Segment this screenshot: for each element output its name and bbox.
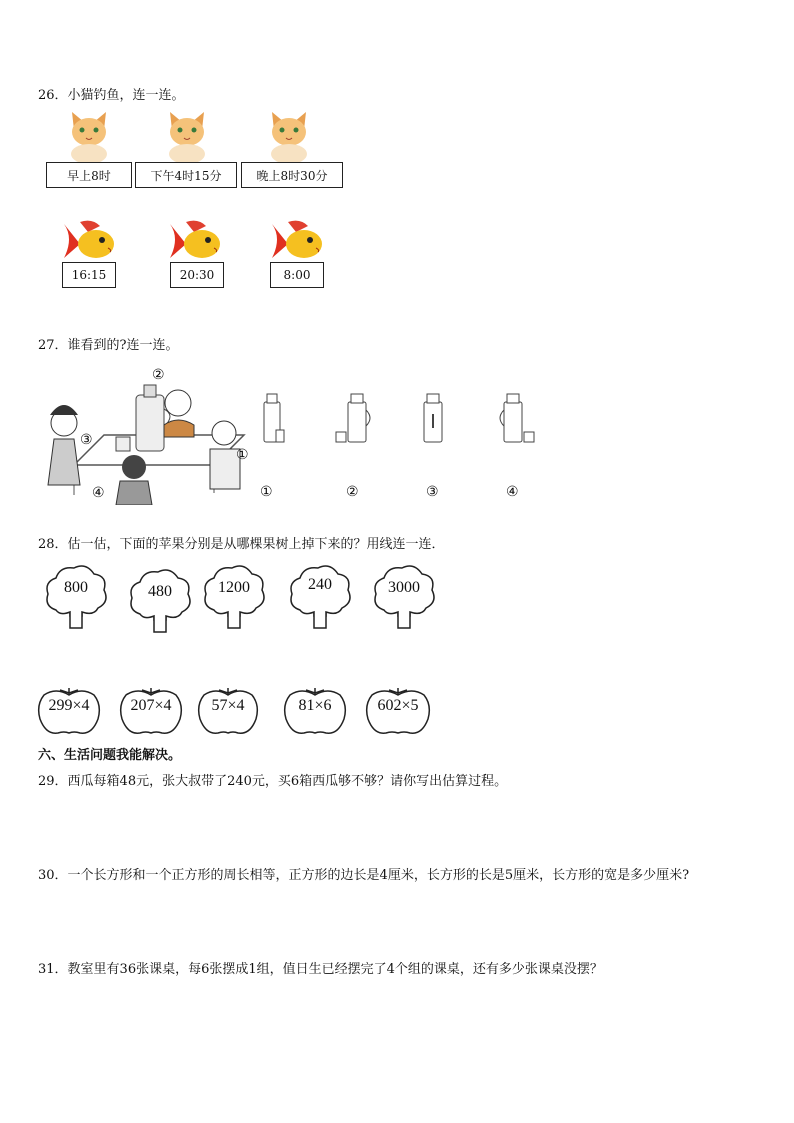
bottle-view-1-icon [256, 388, 286, 446]
tree-icon [200, 564, 268, 632]
bottle-view-3-icon [418, 388, 448, 446]
cat-icon [164, 108, 210, 162]
tree-item [200, 564, 268, 632]
tree-icon [370, 564, 438, 632]
tree-number: 3000 [388, 579, 420, 596]
fish-icon [60, 218, 118, 264]
tree-icon [42, 564, 110, 632]
bottle-view-2-icon [334, 388, 374, 446]
tree-number: 800 [64, 579, 88, 596]
scene-position-label: ② [152, 367, 165, 383]
tree-item [42, 564, 110, 632]
tree-number: 480 [148, 583, 172, 600]
scene-position-label: ④ [92, 485, 105, 501]
tree-item [370, 564, 438, 632]
apple-expression: 57×4 [211, 697, 245, 714]
tree-icon [286, 564, 354, 632]
apple-expression: 81×6 [298, 697, 332, 714]
tree-number: 240 [308, 576, 332, 593]
fish-icon [268, 218, 326, 264]
fish-icon [166, 218, 224, 264]
question-26-title: 26．小猫钓鱼，连一连。 [38, 88, 185, 103]
apple-item [36, 685, 102, 737]
bottle-option-label: ② [346, 484, 359, 500]
fish-time-label: 16:15 [62, 262, 116, 288]
cat-time-label: 早上8时 [46, 162, 132, 188]
tree-number: 1200 [218, 579, 250, 596]
apple-item [196, 685, 260, 737]
cat-time-label: 下午4时15分 [135, 162, 237, 188]
apple-item [118, 685, 184, 737]
bottle-option-label: ③ [426, 484, 439, 500]
section-6-heading: 六、生活问题我能解决。 [38, 748, 182, 763]
cat-icon [266, 108, 312, 162]
question-30-text: 30．一个长方形和一个正方形的周长相等，正方形的边长是4厘米，长方形的长是5厘米，长方形的宽是多少厘米? [38, 868, 690, 883]
fish-time-label: 8:00 [270, 262, 324, 288]
question-28-title: 28．估一估，下面的苹果分别是从哪棵果树上掉下来的？用线连一连． [38, 537, 445, 552]
apple-item [364, 685, 432, 737]
tree-icon [126, 568, 194, 636]
table-scene-illustration [44, 365, 264, 505]
fish-time-label: 20:30 [170, 262, 224, 288]
question-31-text: 31．教室里有36张课桌，每6张摆成1组，值日生已经摆完了4个组的课桌，还有多少张课桌没摆？ [38, 962, 603, 977]
question-27-title: 27．谁看到的?连一连。 [38, 338, 179, 353]
apple-expression: 207×4 [130, 697, 172, 714]
scene-position-label: ③ [80, 432, 93, 448]
question-29-text: 29．西瓜每箱48元，张大叔带了240元，买6箱西瓜够不够？请你写出估算过程。 [38, 774, 508, 789]
cat-icon [66, 108, 112, 162]
apple-expression: 602×5 [377, 697, 419, 714]
apple-item [282, 685, 348, 737]
bottle-view-4-icon [494, 388, 540, 446]
cat-time-label: 晚上8时30分 [241, 162, 343, 188]
tree-item [126, 568, 194, 636]
bottle-option-label: ① [260, 484, 273, 500]
tree-item [286, 564, 354, 632]
apple-expression: 299×4 [48, 697, 90, 714]
bottle-option-label: ④ [506, 484, 519, 500]
scene-position-label: ① [236, 447, 249, 463]
